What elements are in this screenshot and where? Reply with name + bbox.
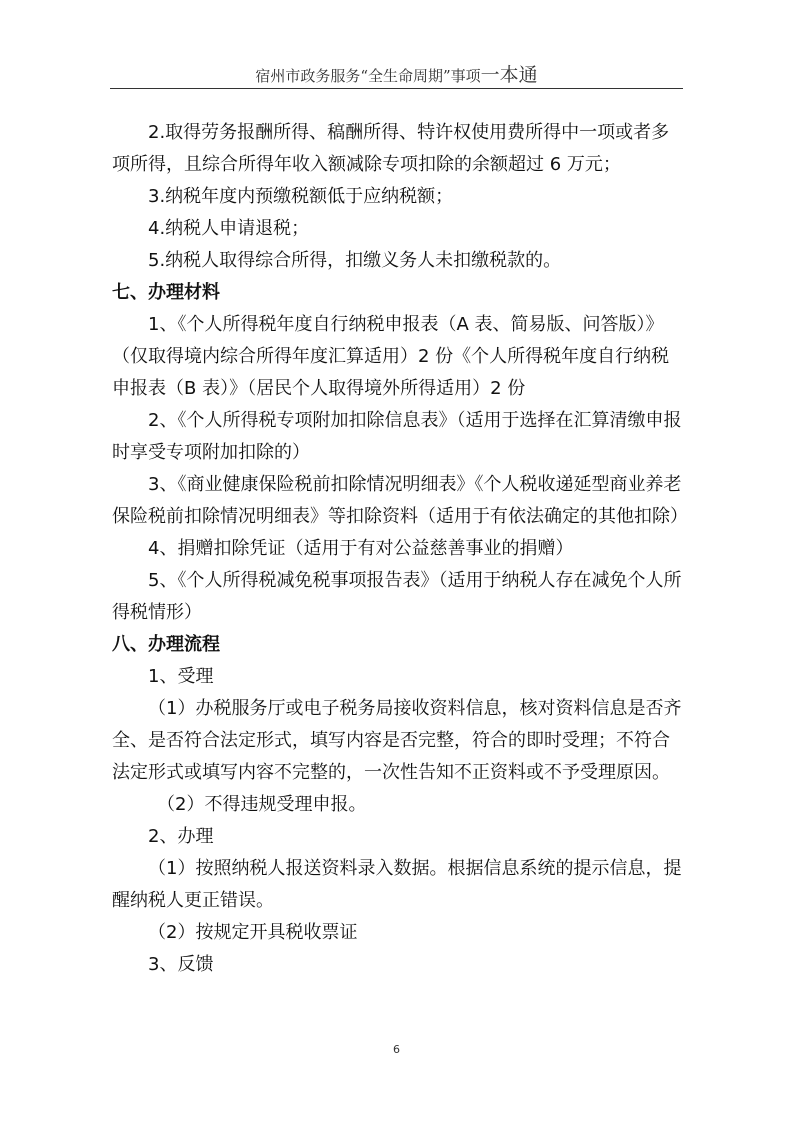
page-number: 6 [393, 1043, 400, 1056]
flow-step-2-2: （2）按规定开具税收票证 [148, 922, 358, 943]
flow-step-2-1: （1）按照纳税人报送资料录入数据。根据信息系统的提示信息，提醒纳税人更正错误。 [112, 858, 682, 911]
material-2: 2、《个人所得税专项附加扣除信息表》（适用于选择在汇算清缴申报时享受专项附加扣除的） [112, 410, 682, 463]
page-header [110, 60, 683, 87]
header-title-tail: 一本通 [480, 64, 538, 86]
flow-step-2: 2、办理 [148, 826, 214, 847]
header-title: 宿州市政务服务“全生命周期”事项 [255, 67, 481, 85]
section-7-heading: 七、办理材料 [112, 282, 220, 303]
flow-step-1-1: （1）办税服务厅或电子税务局接收资料信息，核对资料信息是否齐全、是否符合法定形式，填写内容是否完整，符合的即时受理；不符合法定形式或填写内容不完整的，一次性告知不正资料或不予受理原因。 [112, 698, 682, 783]
condition-5: 5.纳税人取得综合所得，扣缴义务人未扣缴税款的。 [148, 250, 562, 271]
flow-step-3: 3、反馈 [148, 954, 214, 975]
material-4: 4、捐赠扣除凭证（适用于有对公益慈善事业的捐赠） [148, 538, 574, 559]
condition-3: 3.纳税年度内预缴税额低于应纳税额； [148, 186, 454, 207]
material-1: 1、《个人所得税年度自行纳税申报表（A 表、简易版、问答版）》（仅取得境内综合所得年度汇算适用）2 份《个人所得税年度自行纳税申报表（B 表）》（居民个人取得境外所得适用）2 份 [112, 314, 670, 399]
flow-step-1: 1、受理 [148, 666, 214, 687]
document-body [112, 117, 688, 981]
condition-4: 4.纳税人申请退税； [148, 218, 310, 239]
flow-step-1-2: （2）不得违规受理申报。 [157, 794, 367, 815]
material-5: 5、《个人所得税减免税事项报告表》（适用于纳税人存在减免个人所得税情形） [112, 570, 682, 623]
section-8-heading: 八、办理流程 [112, 634, 220, 655]
header-rule [110, 88, 683, 89]
condition-2: 2.取得劳务报酬所得、稿酬所得、特许权使用费所得中一项或者多项所得，且综合所得年收入额减除专项扣除的余额超过 6 万元； [112, 122, 670, 175]
material-3: 3、《商业健康保险税前扣除情况明细表》《个人税收递延型商业养老保险税前扣除情况明细表》等扣除资料（适用于有依法确定的其他扣除） [112, 474, 688, 527]
